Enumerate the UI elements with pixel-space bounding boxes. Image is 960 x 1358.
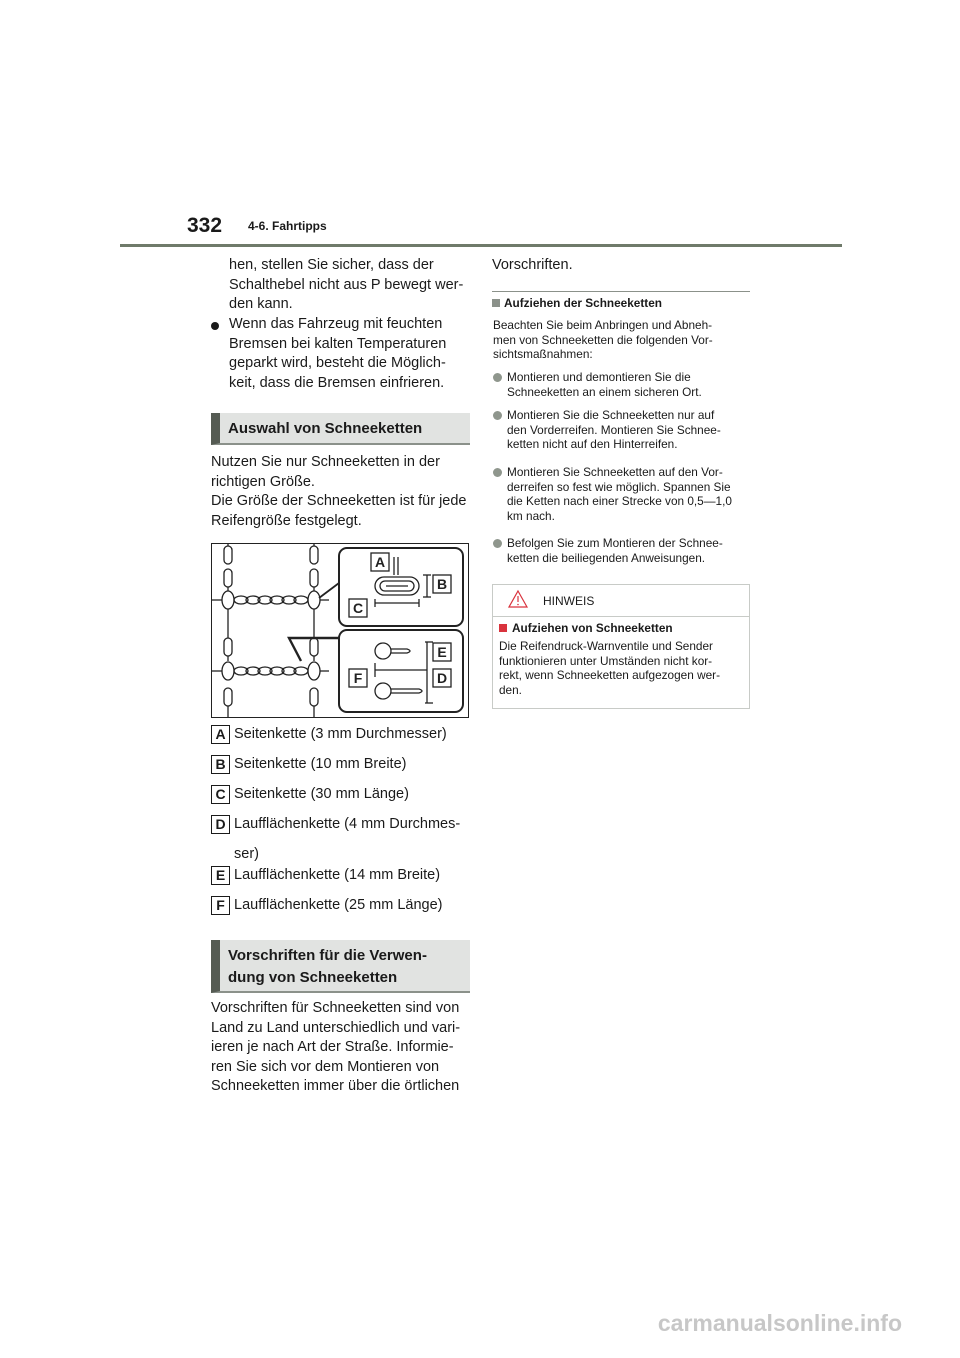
bullet-icon [211, 322, 219, 330]
figure-label-a: A [374, 554, 386, 570]
bullet-icon [493, 468, 502, 477]
continuation-text: hen, stellen Sie sicher, dass der Schalthebel nicht aus P bewegt wer- den kann. [229, 257, 464, 312]
snow-chain-figure [211, 543, 469, 718]
figure-label-f: F [353, 670, 363, 686]
figure-label-d: D [436, 670, 448, 686]
precaution-item: Montieren Sie die Schneeketten nur auf den Vorderreifen. Montieren Sie Schnee- ketten nicht auf den Hinterreifen. [493, 408, 748, 452]
figure-label-c: C [352, 600, 364, 616]
figure-label-e: E [437, 644, 447, 660]
bullet-icon [493, 539, 502, 548]
note-box [492, 584, 750, 709]
heading-schneeketten-auswahl: Auswahl von Schneeketten [211, 413, 470, 445]
note-body: Die Reifendruck-Warnventile und Sender funktionieren unter Umständen nicht kor- rekt, wenn Schneeketten aufgezogen wer- den. [499, 639, 721, 697]
legend-item-a: A Seitenkette (3 mm Durchmesser) [211, 725, 447, 745]
legend-item-e: E Laufflächenkette (14 mm Breite) [211, 866, 440, 886]
legend-item-b: B Seitenkette (10 mm Breite) [211, 755, 406, 775]
legend-item-f: F Laufflächenkette (25 mm Länge) [211, 896, 443, 916]
page-number: 332 [187, 214, 223, 237]
bullet-icon [493, 411, 502, 420]
figure-label-b: B [436, 576, 448, 592]
subheading-aufziehen: Aufziehen der Schneeketten [492, 296, 662, 311]
legend-item-c: C Seitenkette (30 mm Länge) [211, 785, 409, 805]
right-continuation: Vorschriften. [492, 257, 573, 273]
warning-icon [507, 589, 529, 609]
bullet-icon [493, 373, 502, 382]
note-label: HINWEIS [543, 594, 595, 608]
note-title: Aufziehen von Schneeketten [499, 621, 673, 636]
header-rule [120, 244, 842, 247]
precaution-item: Montieren und demontieren Sie die Schneeketten an einem sicheren Ort. [493, 370, 748, 399]
bullet-item: Wenn das Fahrzeug mit feuchten Bremsen bei kalten Temperaturen geparkt wird, besteht die Möglich- keit, dass die Bremsen einfrieren. [211, 315, 473, 393]
section-title: 4-6. Fahrtipps [248, 219, 327, 233]
note-header [493, 585, 749, 617]
precaution-item: Montieren Sie Schneeketten auf den Vor- derreifen so fest wie möglich. Spannen Sie die Ketten nach einer Strecke von 0,5—1,0 km nach. [493, 465, 748, 523]
square-marker-icon [499, 624, 507, 632]
watermark: carmanualsonline.info [657, 1310, 902, 1336]
intro-text: Beachten Sie beim Anbringen und Abneh- men von Schneeketten die folgenden Vor- sichtsmaßnahmen: [493, 318, 713, 361]
heading-vorschriften: Vorschriften für die Verwen- dung von Schneeketten [211, 940, 470, 993]
paragraph-size: Nutzen Sie nur Schneeketten in der richtigen Größe. Die Größe der Schneeketten ist für jede Reifengröße festgelegt. [211, 454, 467, 529]
subheading-rule [492, 291, 750, 292]
square-marker-icon [492, 299, 500, 307]
precaution-item: Befolgen Sie zum Montieren der Schnee- ketten die beiliegenden Anweisungen. [493, 536, 748, 565]
legend-item-d: D Laufflächenkette (4 mm Durchmes- ser) [211, 815, 460, 864]
paragraph-regulations: Vorschriften für Schneeketten sind von Land zu Land unterschiedlich und vari- ieren je nach Art der Straße. Informie- ren Sie sich vor dem Montieren von Schneeketten immer über die örtlichen [211, 1000, 461, 1094]
